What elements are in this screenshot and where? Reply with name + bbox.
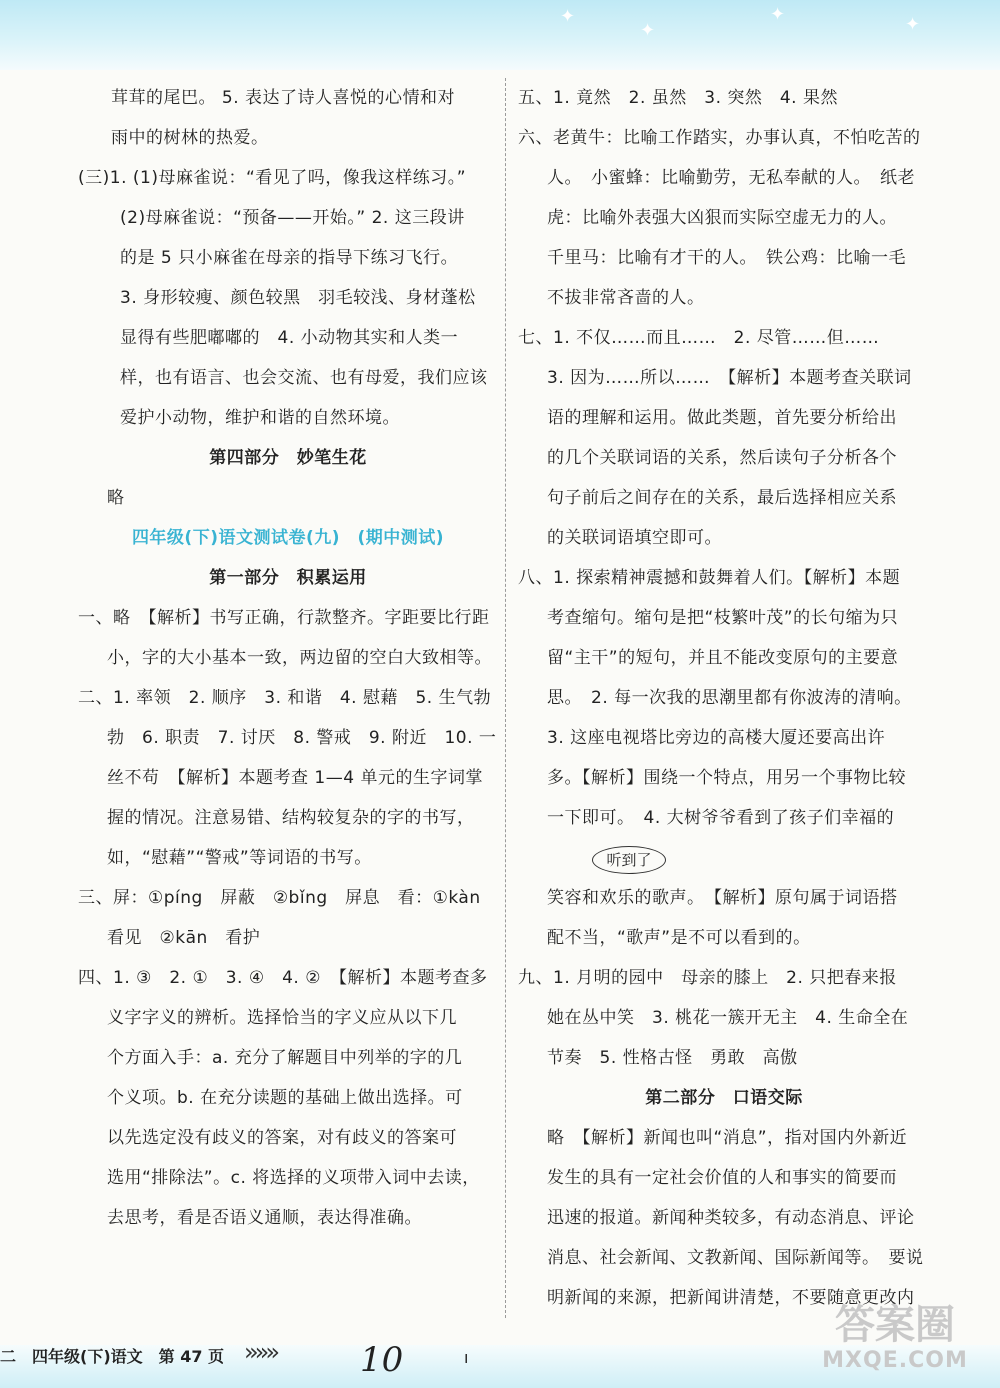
watermark-cn: 答案圈 [835,1302,955,1348]
left-column-line: 第四部分 妙笔生花 [209,448,367,468]
right-column-line: 八、1. 探索精神震撼和鼓舞着人们。【解析】本题 [518,568,901,588]
right-column-line: 略 【解析】新闻也叫“消息”，指对国内外新近 [547,1128,908,1148]
right-column-line: 语的理解和运用。做此类题，首先要分析给出 [547,408,897,428]
right-column-line: 千里马：比喻有才干的人。 铁公鸡：比喻一毛 [547,248,906,268]
right-column-line: 发生的具有一定社会价值的人和事实的简要而 [547,1168,897,1188]
left-column-line: (2)母麻雀说：“预备——开始。” 2. 这三段讲 [120,208,465,228]
left-column-line: 样，也有语言、也会交流、也有母爱，我们应该 [120,368,488,388]
left-column-line: 显得有些肥嘟嘟的 4. 小动物其实和人类一 [120,328,459,348]
right-column-line: 不拔非常吝啬的人。 [547,288,705,308]
left-column-line: 雨中的树林的热爱。 [111,128,269,148]
left-column-line: (三)1. (1)母麻雀说：“看见了吗，像我这样练习。” [78,168,467,188]
left-column-line: 去思考，看是否语义通顺，表达得准确。 [107,1208,422,1228]
right-column [518,78,930,1318]
left-column [78,78,498,1238]
right-column-line: 多。【解析】围绕一个特点，用另一个事物比较 [547,768,906,788]
left-column-line: 的是 5 只小麻雀在母亲的指导下练习飞行。 [120,248,459,268]
left-column-line: 小，字的大小基本一致，两边留的空白大致相等。 [107,648,492,668]
watermark-url: MXQE.COM [822,1348,968,1373]
left-column-line: 勃 6. 职责 7. 讨厌 8. 警戒 9. 附近 10. 一 [107,728,497,748]
left-column-line: 丝不苟 【解析】本题考查 1—4 单元的生字词掌 [107,768,483,788]
right-column-line: 思。 2. 每一次我的思潮里都有你波涛的清响。 [547,688,912,708]
left-column-line: 以先选定没有歧义的答案，对有歧义的答案可 [107,1128,457,1148]
top-decorative-band [0,0,1000,70]
left-column-line: 四、1. ③ 2. ① 3. ④ 4. ② 【解析】本题考查多 [78,968,488,988]
right-column-line: 句子前后之间存在的关系，最后选择相应关系 [547,488,897,508]
left-column-line: 如，“慰藉”“警戒”等词语的书写。 [107,848,372,868]
left-column-line: 爱护小动物，维护和谐的自然环境。 [120,408,400,428]
left-column-line: 四年级(下)语文测试卷(九) (期中测试) [131,528,445,548]
handwritten-number: 10 [360,1340,404,1380]
page-footer: 二 四年级(下)语文 第 47 页 [0,1347,225,1366]
right-column-line: 六、老黄牛：比喻工作踏实，办事认真，不怕吃苦的 [518,128,921,148]
sparkle-icon: ✦ [560,6,576,27]
right-column-line: 迅速的报道。新闻种类较多，有动态消息、评论 [547,1208,915,1228]
left-column-line: 个方面入手：a. 充分了解题目中列举的字的几 [107,1048,463,1068]
left-column-line: 三、屏：①píng 屏蔽 ②bǐng 屏息 看：①kàn [78,888,481,908]
watermark [810,1302,980,1382]
right-column-line: 笑容和欢乐的歌声。 【解析】原句属于词语搭 [547,888,898,908]
left-column-line: 茸茸的尾巴。 5. 表达了诗人喜悦的心情和对 [111,88,456,108]
right-column-line: 她在丛中笑 3. 桃花一簇开无主 4. 生命全在 [547,1008,909,1028]
right-column-line: 配不当，“歌声”是不可以看到的。 [547,928,811,948]
right-column-line: 九、1. 月明的园中 母亲的膝上 2. 只把春来报 [518,968,897,988]
left-column-line: 个义项。b. 在充分读题的基础上做出选择。可 [107,1088,463,1108]
right-column-line: 消息、社会新闻、文教新闻、国际新闻等。 要说 [547,1248,924,1268]
left-column-line: 一、略 【解析】书写正确，行款整齐。字距要比行距 [78,608,490,628]
left-column-line: 选用“排除法”。c. 将选择的义项带入词中去读， [107,1168,480,1188]
left-column-line: 握的情况。注意易错、结构较复杂的字的书写， [107,808,475,828]
right-column-line: 五、1. 竟然 2. 虽然 3. 突然 4. 果然 [518,88,838,108]
right-column-line: 3. 因为……所以…… 【解析】本题考查关联词 [547,368,912,388]
right-column-line [518,838,930,878]
left-column-line: 二、1. 率领 2. 顺序 3. 和谐 4. 慰藉 5. 生气勃 [78,688,492,708]
right-column-line: 节奏 5. 性格古怪 勇敢 高傲 [547,1048,798,1068]
arrow-decoration-icon: »»» [244,1338,277,1366]
left-column-line: 看见 ②kān 看护 [107,928,261,948]
right-column-line: 3. 这座电视塔比旁边的高楼大厦还要高出许 [547,728,886,748]
right-column-line: 七、1. 不仅……而且…… 2. 尽管……但…… [518,328,880,348]
column-divider [505,78,506,1318]
right-column-line: 的关联词语填空即可。 [547,528,722,548]
right-column-line: 人。 小蜜蜂：比喻勤劳，无私奉献的人。 纸老 [547,168,915,188]
left-column-line: 3. 身形较瘦、颜色较黑 羽毛较浅、身材蓬松 [120,288,476,308]
correction-annotation: 听到了 [592,846,666,874]
right-column-line: 考查缩句。缩句是把“枝繁叶茂”的长句缩为只 [547,608,899,628]
right-column-line: 明新闻的来源，把新闻讲清楚，不要随意更改内 [547,1288,915,1308]
sparkle-icon: ✦ [770,4,786,25]
right-column-line: 留“主干”的短句，并且不能改变原句的主要意 [547,648,899,668]
left-column-line: 第一部分 积累运用 [209,568,367,588]
right-column-line: 虎：比喻外表强大凶狠而实际空虚无力的人。 [547,208,897,228]
left-column-line: 义字字义的辨析。选择恰当的字义应从以下几 [107,1008,457,1028]
right-column-line: 一下即可。 4. 大树爷爷看到了孩子们幸福的 [547,808,895,828]
right-column-line: 第二部分 口语交际 [645,1088,803,1108]
stray-mark: ı [464,1348,469,1367]
sparkle-icon: ✦ [640,20,656,41]
sparkle-icon: ✦ [905,14,921,35]
left-column-line: 略 [107,488,125,508]
right-column-line: 的几个关联词语的关系，然后读句子分析各个 [547,448,897,468]
